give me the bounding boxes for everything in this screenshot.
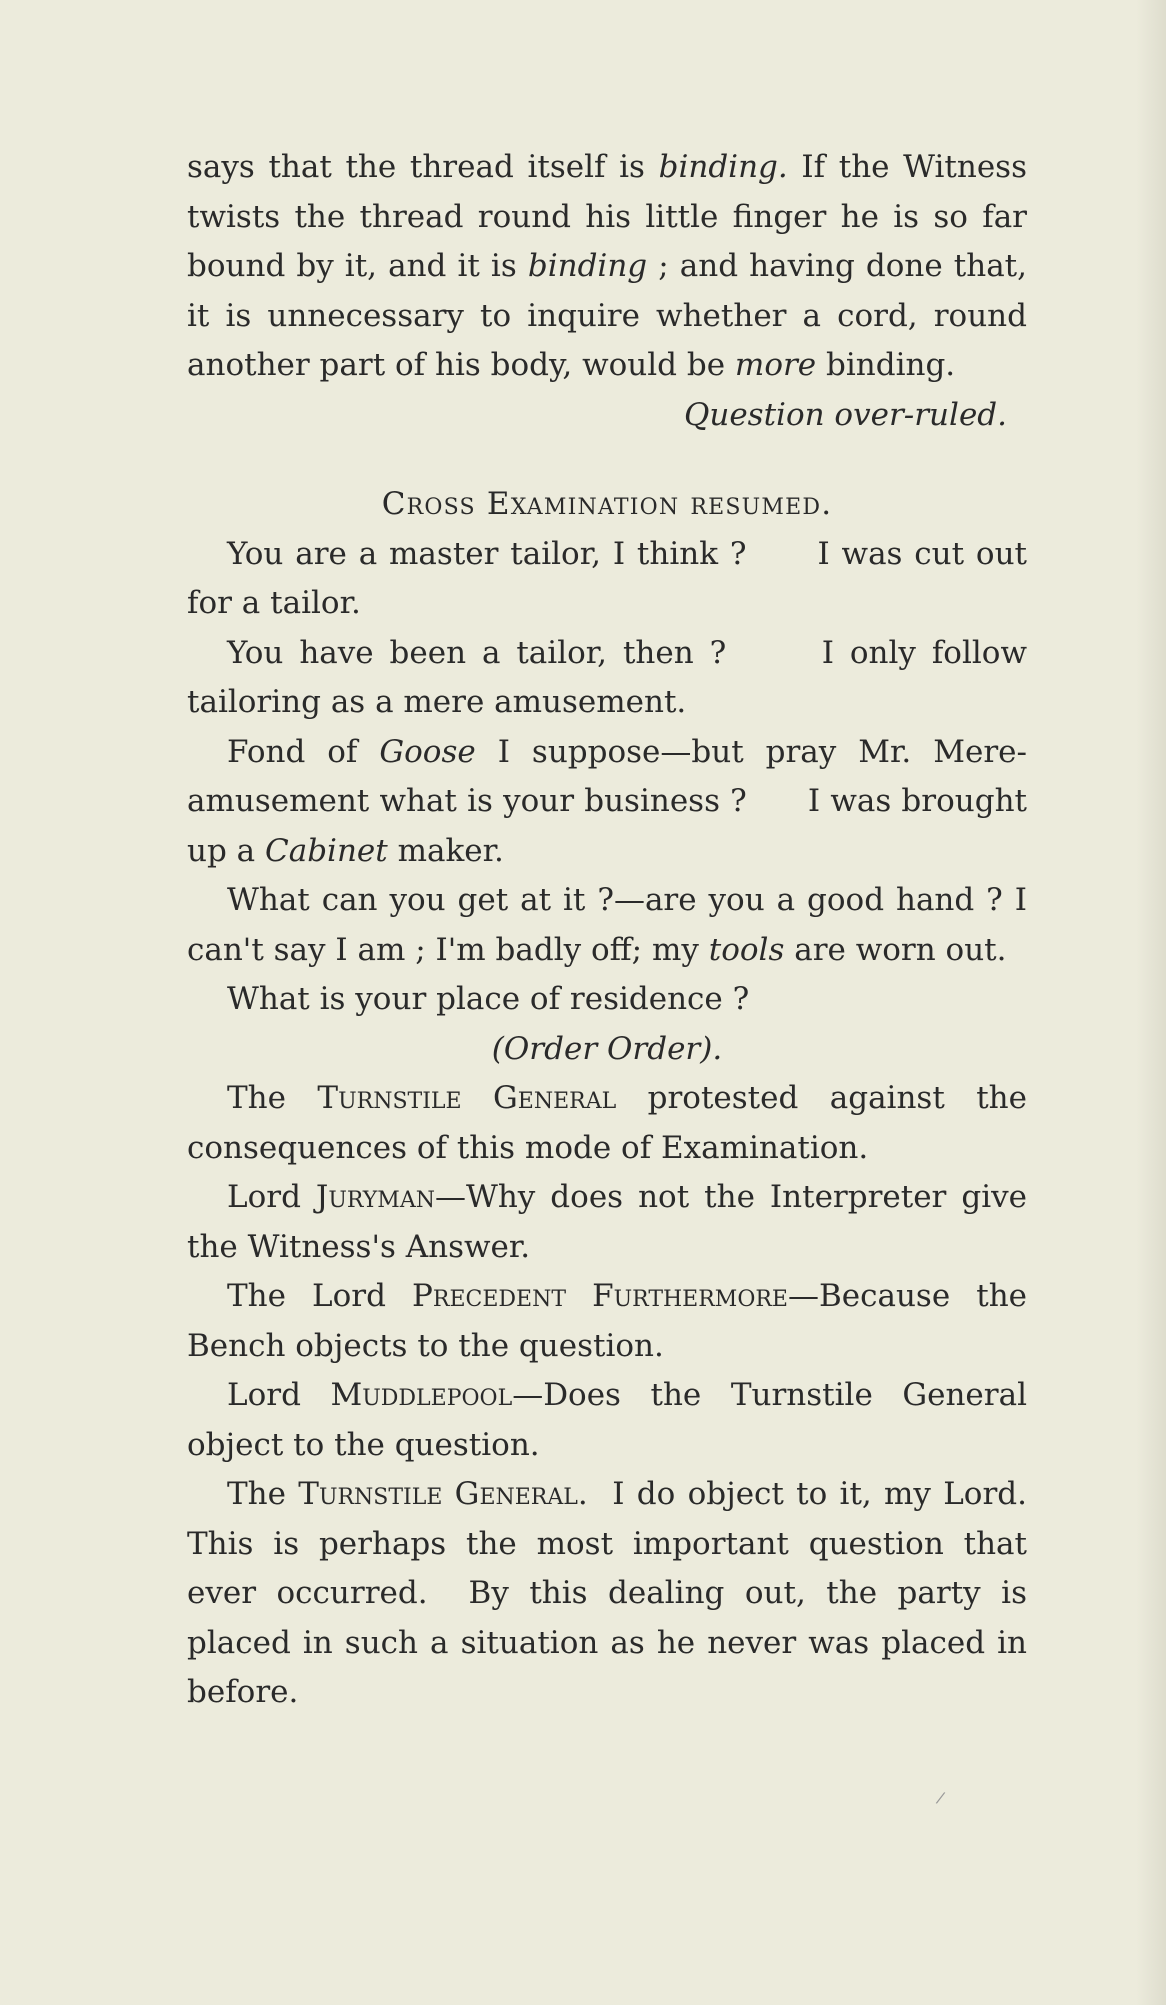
small-caps-run: Precedent Furthermore: [412, 1278, 788, 1314]
ruling-text: Question over-ruled.: [683, 396, 1007, 433]
ruling-line: [187, 391, 1027, 441]
section-heading: Cross Examination resumed.: [381, 486, 833, 522]
text-run: I do object to it, my Lord. This is perhaps the most important question that ever occurred. By this dealing out, the party is placed in such a situation as he never was placed in before.: [187, 1476, 1047, 1710]
text-run: maker.: [387, 832, 504, 869]
page-edge-shadow: [1136, 0, 1166, 2005]
text-run: —Because the Bench objects to the question.: [187, 1278, 1028, 1364]
text-run: If the Witness twists the thread round his little finger he is so far bound by it, and it is: [187, 149, 1027, 284]
text-run: are worn out.: [784, 931, 1007, 968]
italic-run: tools: [708, 931, 785, 968]
page-body: [187, 143, 1047, 1718]
italic-run: Goose: [379, 733, 476, 770]
small-caps-run: Muddlepool: [330, 1377, 513, 1413]
text-run: —Does the Turnstile General object to the question.: [187, 1377, 1027, 1463]
text-run: Fond of: [227, 733, 380, 770]
paragraph-binding: [187, 143, 1027, 391]
italic-run: more: [734, 347, 817, 383]
paragraph-good-hand: [187, 876, 1027, 975]
text-run: protested against the consequences of this mode of Examination.: [187, 1080, 1027, 1166]
order-text: (Order Order).: [491, 1030, 723, 1067]
text-run: Lord: [227, 1179, 316, 1215]
paragraph-tailor: You are a master tailor, I think ? I was cut out for a tailor.: [187, 535, 1037, 621]
paragraph-residence: What is your place of residence ?: [227, 981, 750, 1017]
paragraph-tailoring: You have been a tailor, then ? I only follow tailoring as a mere amusement.: [187, 634, 1037, 720]
paragraph-goose: [187, 728, 1037, 877]
text-run: What can you get at it ?—are you a good hand ? I can't say I am ; I'm badly off; my: [187, 882, 1027, 968]
paragraph-protest: [187, 1074, 1027, 1173]
text-run: The Lord: [227, 1278, 413, 1314]
paragraph-objection: [187, 1470, 1047, 1718]
text-run: The: [227, 1476, 299, 1512]
italic-run: binding.: [658, 149, 788, 185]
order-line: [187, 1025, 1027, 1075]
text-run: binding.: [816, 347, 956, 383]
text-run: Lord: [227, 1377, 331, 1413]
text-run: —Why does not the Interpreter give the Witness's Answer.: [187, 1179, 1027, 1265]
paragraph-precedent: [187, 1272, 1027, 1371]
italic-run: binding: [527, 248, 648, 284]
small-caps-run: Juryman: [315, 1179, 435, 1215]
text-run: The: [227, 1080, 318, 1116]
paragraph-muddlepool: [187, 1371, 1027, 1470]
paragraph-juryman: [187, 1173, 1027, 1272]
stray-ink-mark: /: [934, 1787, 947, 1808]
small-caps-run: Turnstile General: [317, 1080, 617, 1116]
small-caps-run: Turnstile General.: [298, 1476, 588, 1512]
italic-run: Cabinet: [265, 832, 388, 869]
text-run: says that the thread itself is: [187, 149, 659, 185]
text-run: I suppose—but pray Mr. Mere-amusement what is your business ? I was brought up a: [187, 733, 1037, 869]
text-run: ; and having done that, it is unnecessary to inquire whether a cord, round another part of his body, would be: [187, 248, 1027, 383]
